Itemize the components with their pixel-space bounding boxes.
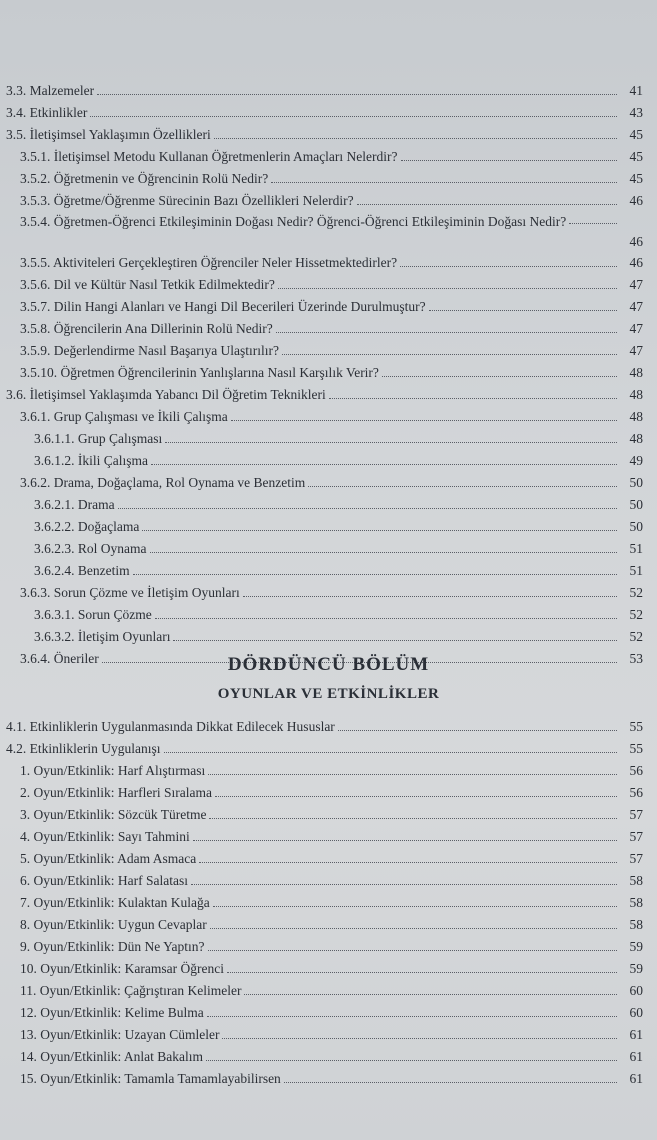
toc-dot-leader	[308, 486, 617, 487]
toc-entry	[0, 870, 657, 892]
toc-page-number: 58	[629, 917, 643, 932]
toc-entry	[0, 582, 657, 604]
toc-entry	[0, 1024, 657, 1046]
toc-page-number: 46	[629, 234, 643, 249]
toc-dot-leader	[210, 928, 617, 929]
toc-dot-leader	[213, 906, 617, 907]
toc-entry-title: 3.6.2.4. Benzetim	[34, 563, 130, 578]
toc-entry	[0, 1068, 657, 1090]
toc-page-number: 58	[629, 873, 643, 888]
toc-dot-leader	[155, 618, 617, 619]
toc-dot-leader	[276, 332, 617, 333]
toc-entry-title: 4.2. Etkinliklerin Uygulanışı	[6, 741, 161, 756]
toc-entry	[0, 168, 657, 190]
toc-dot-leader	[206, 1060, 617, 1061]
toc-page-number: 49	[629, 453, 643, 468]
toc-entry-title: 7. Oyun/Etkinlik: Kulaktan Kulağa	[20, 895, 210, 910]
toc-entry-title: 12. Oyun/Etkinlik: Kelime Bulma	[20, 1005, 204, 1020]
toc-entry	[0, 340, 657, 362]
toc-page-number: 56	[629, 785, 643, 800]
chapter-title-heading: OYUNLAR VE ETKİNLİKLER	[217, 686, 440, 702]
toc-entry	[0, 124, 657, 146]
toc-page-number: 59	[629, 939, 643, 954]
toc-dot-leader	[227, 972, 617, 973]
toc-dot-leader	[199, 862, 617, 863]
toc-entry-title: 3.6.2.3. Rol Oynama	[34, 541, 147, 556]
toc-dot-leader	[215, 796, 617, 797]
toc-entry-title: 3.6.2.1. Drama	[34, 497, 115, 512]
toc-dot-leader	[191, 884, 617, 885]
toc-entry-title: 3.5.8. Öğrencilerin Ana Dillerinin Rolü Nedir?	[20, 321, 273, 336]
toc-entry-title: 3.5.3. Öğretme/Öğrenme Sürecinin Bazı Özellikleri Nelerdir?	[20, 193, 354, 208]
toc-dot-leader	[208, 774, 617, 775]
toc-dot-leader	[133, 574, 617, 575]
toc-page-number: 47	[629, 299, 643, 314]
toc-entry-title: 10. Oyun/Etkinlik: Karamsar Öğrenci	[20, 961, 224, 976]
toc-page-number: 60	[629, 983, 643, 998]
toc-page-number: 55	[629, 741, 643, 756]
toc-entry	[0, 190, 657, 212]
toc-entry	[0, 738, 657, 760]
toc-entry-title: 3.6.3. Sorun Çözme ve İletişim Oyunları	[20, 585, 240, 600]
toc-page-number: 50	[629, 475, 643, 490]
toc-entry	[0, 406, 657, 428]
toc-entry-title: 3.6.1. Grup Çalışması ve İkili Çalışma	[20, 409, 228, 424]
toc-dot-leader	[357, 204, 617, 205]
toc-entry-title: 3.5.9. Değerlendirme Nasıl Başarıya Ulaştırılır?	[20, 343, 280, 358]
toc-page-number: 45	[629, 149, 643, 164]
toc-dot-leader	[173, 640, 617, 641]
toc-page-number: 41	[629, 83, 643, 98]
toc-dot-leader	[207, 1016, 617, 1017]
toc-entry-title: 3.5.7. Dilin Hangi Alanları ve Hangi Dil Becerileri Üzerinde Durulmuştur?	[20, 299, 426, 314]
toc-entry-title: 3.4. Etkinlikler	[6, 105, 88, 120]
toc-entry	[0, 604, 657, 626]
toc-page-number: 53	[629, 651, 643, 666]
toc-entry	[0, 102, 657, 124]
toc-entry	[0, 1002, 657, 1024]
toc-entry-title: 3.6. İletişimsel Yaklaşımda Yabancı Dil Öğretim Teknikleri	[6, 387, 326, 402]
toc-entry-title: 3.6.2.2. Doğaçlama	[34, 519, 140, 534]
toc-entry	[0, 892, 657, 914]
toc-page-number: 48	[629, 365, 643, 380]
toc-page-number: 51	[629, 541, 643, 556]
toc-entry-title: 3.6.1.2. İkili Çalışma	[34, 453, 148, 468]
toc-entry	[0, 146, 657, 168]
toc-entry-title: 2. Oyun/Etkinlik: Harfleri Sıralama	[20, 785, 212, 800]
toc-dot-leader	[271, 182, 617, 183]
toc-entry	[0, 274, 657, 296]
toc-page-number: 61	[629, 1049, 643, 1064]
toc-entry	[0, 1046, 657, 1068]
toc-dot-leader	[214, 138, 617, 139]
toc-dot-leader	[278, 288, 617, 289]
table-of-contents-chapter-3	[0, 80, 657, 670]
toc-page-number: 60	[629, 1005, 643, 1020]
toc-page-number: 52	[629, 607, 643, 622]
toc-page-number: 57	[629, 807, 643, 822]
toc-dot-leader	[222, 1038, 617, 1039]
toc-dot-leader	[382, 376, 617, 377]
toc-page-number: 59	[629, 961, 643, 976]
toc-entry-title: 9. Oyun/Etkinlik: Dün Ne Yaptın?	[20, 939, 205, 954]
toc-page-number: 61	[629, 1027, 643, 1042]
toc-page-number: 56	[629, 763, 643, 778]
toc-entry	[0, 914, 657, 936]
toc-entry	[0, 362, 657, 384]
toc-page-number: 43	[629, 105, 643, 120]
toc-entry	[0, 538, 657, 560]
toc-dot-leader	[429, 310, 617, 311]
toc-page-number: 52	[629, 585, 643, 600]
toc-entry-title: 3.5.6. Dil ve Kültür Nasıl Tetkik Edilmektedir?	[20, 277, 275, 292]
toc-dot-leader	[329, 398, 617, 399]
table-of-contents-chapter-4	[0, 716, 657, 1090]
toc-page-number: 47	[629, 277, 643, 292]
toc-page-number: 48	[629, 409, 643, 424]
toc-dot-leader	[150, 552, 617, 553]
toc-entry-title: 3.5. İletişimsel Yaklaşımın Özellikleri	[6, 127, 211, 142]
toc-page-number: 52	[629, 629, 643, 644]
toc-dot-leader	[231, 420, 617, 421]
toc-entry	[0, 958, 657, 980]
toc-page-number: 46	[629, 193, 643, 208]
toc-dot-leader	[209, 818, 617, 819]
toc-page-number: 48	[629, 431, 643, 446]
toc-entry	[0, 826, 657, 848]
toc-page-number: 47	[629, 321, 643, 336]
toc-page-number: 57	[629, 829, 643, 844]
toc-entry	[0, 472, 657, 494]
toc-entry	[0, 252, 657, 274]
toc-dot-leader	[90, 116, 617, 117]
toc-entry-title: 14. Oyun/Etkinlik: Anlat Bakalım	[20, 1049, 203, 1064]
toc-dot-leader	[193, 840, 617, 841]
toc-entry-title: 4. Oyun/Etkinlik: Sayı Tahmini	[20, 829, 190, 844]
toc-dot-leader	[282, 354, 617, 355]
toc-dot-leader	[338, 730, 617, 731]
toc-entry-title: 8. Oyun/Etkinlik: Uygun Cevaplar	[20, 917, 207, 932]
toc-entry-title: 3.6.3.2. İletişim Oyunları	[34, 629, 171, 644]
toc-page-number: 46	[629, 255, 643, 270]
toc-entry	[0, 296, 657, 318]
toc-entry-title: 3.6.2. Drama, Doğaçlama, Rol Oynama ve Benzetim	[20, 475, 306, 490]
toc-entry-title: 15. Oyun/Etkinlik: Tamamla Tamamlayabilirsen	[20, 1071, 281, 1086]
toc-dot-leader	[284, 1082, 617, 1083]
toc-dot-leader	[151, 464, 617, 465]
toc-entry	[0, 782, 657, 804]
toc-entry-title: 3.5.4. Öğretmen-Öğrenci Etkileşiminin Doğası Nedir? Öğrenci-Öğrenci Etkileşiminin Doğası Nedir?	[20, 214, 567, 229]
toc-entry-title: 5. Oyun/Etkinlik: Adam Asmaca	[20, 851, 197, 866]
toc-page-number: 57	[629, 851, 643, 866]
toc-entry	[0, 804, 657, 826]
toc-entry-title: 6. Oyun/Etkinlik: Harf Salatası	[20, 873, 188, 888]
toc-page-number: 47	[629, 343, 643, 358]
toc-dot-leader	[401, 160, 617, 161]
toc-dot-leader	[164, 752, 617, 753]
toc-entry	[0, 560, 657, 582]
toc-entry-title: 3. Oyun/Etkinlik: Sözcük Türetme	[20, 807, 207, 822]
toc-entry	[0, 936, 657, 958]
toc-entry	[0, 318, 657, 340]
toc-entry-title: 11. Oyun/Etkinlik: Çağrıştıran Kelimeler	[20, 983, 242, 998]
toc-dot-leader	[97, 94, 617, 95]
toc-entry	[0, 760, 657, 782]
toc-page-number: 61	[629, 1071, 643, 1086]
toc-dot-leader	[142, 530, 617, 531]
toc-entry	[0, 516, 657, 538]
toc-page-number: 51	[629, 563, 643, 578]
toc-entry-title: 3.6.3.1. Sorun Çözme	[34, 607, 152, 622]
toc-entry-title: 3.5.1. İletişimsel Metodu Kullanan Öğretmenlerin Amaçları Nelerdir?	[20, 149, 398, 164]
chapter-number-heading: DÖRDÜNCÜ BÖLÜM	[227, 654, 430, 675]
toc-dot-leader	[243, 596, 617, 597]
toc-entry-title: 4.1. Etkinliklerin Uygulanmasında Dikkat Edilecek Hususlar	[6, 719, 335, 734]
toc-page-number: 45	[629, 171, 643, 186]
toc-page-number: 58	[629, 895, 643, 910]
toc-entry	[0, 80, 657, 102]
toc-entry	[0, 626, 657, 648]
toc-dot-leader	[208, 950, 617, 951]
toc-page-number: 55	[629, 719, 643, 734]
toc-entry-title: 3.5.10. Öğretmen Öğrencilerinin Yanlışlarına Nasıl Karşılık Verir?	[20, 365, 379, 380]
toc-dot-leader	[165, 442, 617, 443]
toc-dot-leader	[118, 508, 617, 509]
toc-page-number: 45	[629, 127, 643, 142]
toc-entry	[0, 384, 657, 406]
toc-dot-leader	[400, 266, 617, 267]
toc-entry-title: 3.5.2. Öğretmenin ve Öğrencinin Rolü Nedir?	[20, 171, 269, 186]
toc-page-number: 50	[629, 497, 643, 512]
toc-entry-title: 3.6.1.1. Grup Çalışması	[34, 431, 163, 446]
toc-entry	[0, 494, 657, 516]
toc-entry-title: 1. Oyun/Etkinlik: Harf Alıştırması	[20, 763, 206, 778]
toc-entry	[0, 212, 657, 252]
toc-page-number: 48	[629, 387, 643, 402]
toc-entry	[0, 848, 657, 870]
toc-dot-leader	[244, 994, 617, 995]
toc-entry	[0, 716, 657, 738]
toc-entry-title: 13. Oyun/Etkinlik: Uzayan Cümleler	[20, 1027, 220, 1042]
toc-entry-title: 3.3. Malzemeler	[6, 83, 95, 98]
toc-page-number: 50	[629, 519, 643, 534]
toc-entry	[0, 450, 657, 472]
toc-entry-title: 3.5.5. Aktiviteleri Gerçekleştiren Öğrenciler Neler Hissetmektedirler?	[20, 255, 398, 270]
toc-entry	[0, 980, 657, 1002]
toc-entry-title: 3.6.4. Öneriler	[20, 651, 99, 666]
toc-dot-leader	[569, 223, 617, 224]
toc-entry	[0, 428, 657, 450]
